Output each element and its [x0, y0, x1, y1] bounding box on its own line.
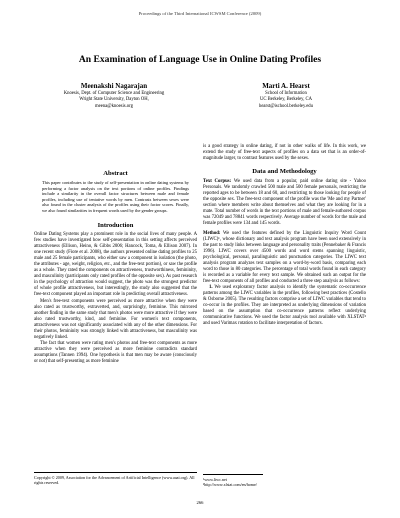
method-text: We used the features defined by the Linguistic Inquiry Word Count (LIWC)¹, whose dictionary and text analysis program have been used extensively in the past to study links between language and personality traits (Pennebaker & Francis 1996). LIWC covers over 4500 words and word stems spanning linguistic, psychological, personal, paralinguistic and punctuation categories. The LIWC text analysis program analyzes text samples on a word-by-word basis, comparing each word to those in 80 categories. The percentage of total words found in each category is recorded as a variable for every text sample. We obtained such an output for the free-text components of all profiles and conducted a three step analysis as follows: — [203, 230, 366, 284]
step1-paragraph — [203, 285, 366, 327]
body-paragraph: is a good strategy in online dating, if not in other walks of life. In this work, we extend the study of free-text aspects of profiles on a data set that is an order-of-magnitude larger, to contrast features used by the sexes. — [203, 144, 366, 162]
author-name: Meenakshi Nagarajan — [80, 82, 148, 90]
author-affiliation: Knoesis, Dept. of Computer Science and Engineering — [63, 91, 165, 96]
method-label: Method: — [203, 230, 221, 236]
author-block-2 — [206, 82, 366, 110]
footnotes — [203, 474, 366, 488]
abstract-heading: Abstract — [103, 170, 128, 177]
copyright-notice: Copyright © 2009, Association for the Advancement of Artificial Intelligence (www.aaai.org). All rights reserved. — [34, 472, 197, 486]
page-number: 266 — [196, 500, 204, 505]
corpus-label: Text Corpus: — [203, 179, 232, 185]
proceedings-header: Proceedings of the Third International ICWSM Conference (2009) — [138, 11, 262, 16]
step1-text: We used exploratory factor analysis to identify the systematic co-occurrence patterns among the LIWC variables in the profiles, following best practices (Costello & Osborne 2005). The resulting factors comprise a set of LIWC variables that tend to co-occur in the profiles. They are interpreted as underlying dimensions of variation based on the assumption that co-occurrence patterns reflect underlying communicative functions. We used the factor analysis tool available with XLSTAT² and used Varimax rotation to facilitate interpretation of factors. — [203, 284, 366, 327]
method-paragraph — [203, 231, 366, 285]
step1-label: 1. — [209, 284, 213, 290]
paper-title: An Examination of Language Use in Online Dating Profiles — [78, 54, 322, 65]
corpus-text: We used data from a popular, paid online dating site - Yahoo Personals. We randomly crawled 500 male and 500 female personals, restricting the reported ages to be between 18 and 60, and restricting to those looking for people of the opposite sex. The free-text component of the profile was the 'Me and my Partner' section where members write about themselves and what they are looking for in a mate. Total number of words in the text portions of male and female-authored corpus was 72049 and 78841 words respectively. Average number of words for the male and female profiles were 134 and 145 words. — [203, 179, 366, 227]
author-email: meena@knoesis.org — [95, 103, 133, 109]
data-methodology-heading: Data and Methodology — [252, 168, 317, 176]
corpus-paragraph — [203, 179, 366, 227]
right-column — [203, 144, 366, 327]
left-column — [34, 144, 197, 365]
author-affiliation: Wright State University, Dayton OH, — [79, 97, 149, 103]
footnote-2: ²http://www.xlstat.com/en/home/ — [203, 482, 257, 488]
footnote-1: ¹www.liwc.net — [203, 477, 227, 482]
author-affiliation: UC Berkeley, Berkeley, CA — [259, 97, 313, 103]
introduction-heading: Introduction — [97, 222, 134, 229]
abstract-text: This paper contributes to the study of self-presentation in online dating systems by performing a factor analysis on the text portions of online profiles. Findings include a similarity in the overall factor structures between male and female profiles, including use of tentative words by men. Contrasts between sexes were also found in the cluster analysis of the profiles using their factor scores. Finally, we also found similarities in frequent words used by the gender groups. — [42, 180, 189, 213]
intro-paragraph: Men's free-text components were perceived as more attractive when they were also rated as trustworthy, extraverted, and, surprisingly, feminine. This mirrored another finding in the same study that men's photos were more attractive if they were also rated trustworthy, kind, and feminine. For women's text components, attractiveness was not significantly associated with any of the other dimensions. For their photos, femininity was strongly linked with attractiveness, but masculinity was negatively linked. — [34, 298, 197, 340]
author-block-1 — [34, 82, 194, 110]
author-affiliation: School of Information — [265, 91, 307, 96]
author-email: hearst@ischool.berkeley.edu — [259, 103, 313, 109]
author-name: Marti A. Hearst — [262, 82, 310, 90]
intro-paragraph: The fact that women were rating men's photos and free-text components as more attractive when they were perceived as more feminine contradicts standard assumptions (Tannen 1994). One hypothesis is that men may be aware (consciously or not) that self-presenting as more feminine — [34, 340, 197, 364]
footnote-rule — [203, 474, 263, 475]
intro-paragraph: Online Dating Systems play a prominent role in the social lives of many people. A few studies have investigated how self-presentation in this setting affects perceived attractiveness (Ellison, Heino, & Gibbs 2006; Hancock, Toma, & Ellison 2007). In one recent study (Fiore et al. 2008), the authors presented online dating profiles to 25 male and 25 female participants, who either saw a component in isolation (the photo, the attributes - age, weight, religion, etc., and the free-text portion), or saw the profile as a whole. They rated the components on attractiveness, trustworthiness, femininity, and masculinity (participants only rated profiles of the opposite sex). As past research in the psychology of attraction would suggest, the photo was the strongest predictor of whole profile attractiveness, but interestingly, the study also suggested that the free-text component played an important role in predicting overall attractiveness. — [34, 232, 197, 298]
